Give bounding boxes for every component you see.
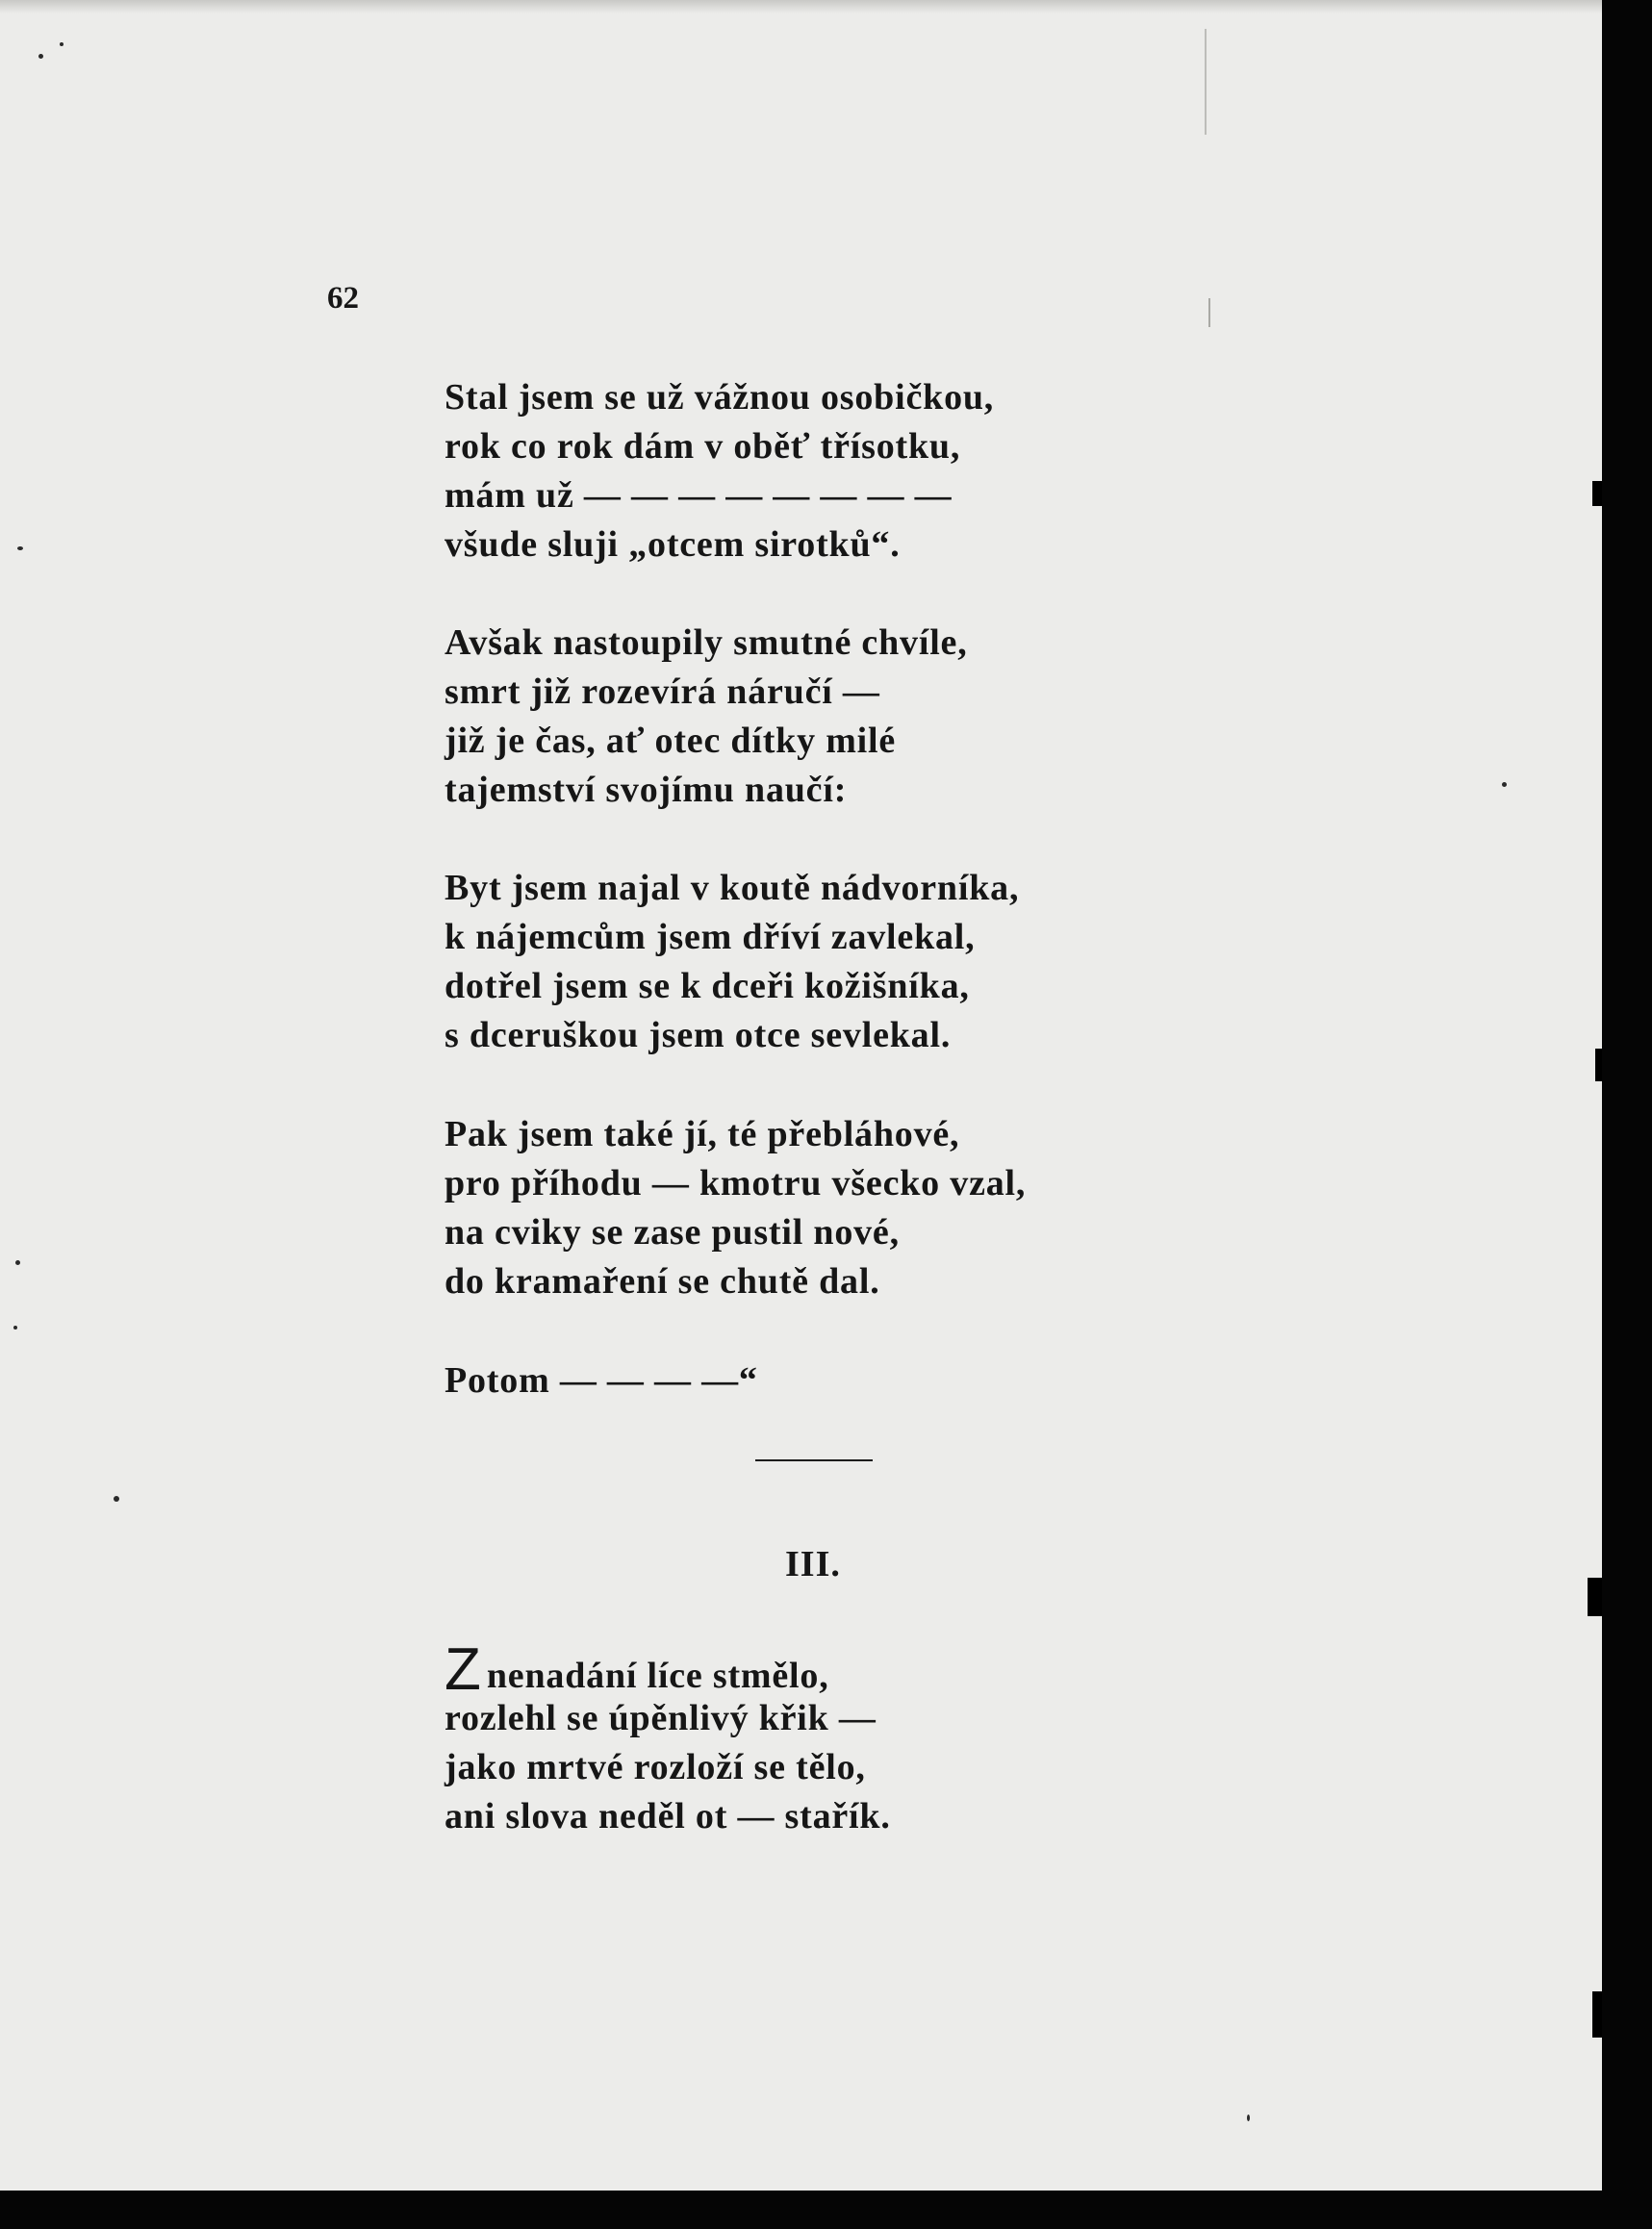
verse-line: jako mrtvé rozloží se tělo, bbox=[445, 1747, 866, 1787]
verse-line: pro příhodu — kmotru všecko vzal, bbox=[445, 1163, 1027, 1203]
verse-line: Pak jsem také jí, té přebláhové, bbox=[445, 1114, 960, 1154]
verse-line: již je čas, ať otec dítky milé bbox=[445, 721, 897, 761]
verse-line: Potom — — — —“ bbox=[445, 1360, 758, 1401]
verse-line: ani slova neděl ot — stařík. bbox=[445, 1796, 891, 1836]
verse-line: Avšak nastoupily smutné chvíle, bbox=[445, 622, 968, 663]
stanza-5 bbox=[445, 1356, 758, 1406]
verse-line: rok co rok dám v oběť třísotku, bbox=[445, 426, 961, 467]
stanza-4 bbox=[445, 1110, 1026, 1306]
page-top-shadow bbox=[0, 0, 1602, 13]
verse-line: dotřel jsem se k dceři kožišníka, bbox=[445, 966, 970, 1006]
stanza-2 bbox=[445, 619, 968, 815]
section-divider bbox=[755, 1459, 873, 1461]
scan-speck bbox=[1247, 2115, 1250, 2121]
verse-line-rest: nenadání líce stmělo, bbox=[486, 1656, 829, 1696]
verse-line: mám už — — — — — — — — bbox=[445, 475, 953, 516]
verse-line: na cviky se zase pustil nové, bbox=[445, 1212, 900, 1253]
scan-border-bottom bbox=[0, 2191, 1652, 2229]
binding-tab bbox=[1592, 1991, 1602, 2038]
scan-speck bbox=[13, 1326, 17, 1330]
binding-tab bbox=[1592, 481, 1602, 506]
scan-speck bbox=[15, 1260, 20, 1265]
page-fold-mark bbox=[1208, 298, 1210, 327]
scan-speck bbox=[60, 42, 64, 46]
verse-line: smrt již rozevírá náručí — bbox=[445, 671, 880, 712]
verse-line: všude sluji „otcem sirotků“. bbox=[445, 524, 901, 565]
verse-line: rozlehl se úpěnlivý křik — bbox=[445, 1698, 877, 1738]
page-number: 62 bbox=[327, 281, 359, 316]
stanza-1 bbox=[445, 373, 994, 570]
scan-speck bbox=[114, 1496, 119, 1502]
verse-line: s dceruškou jsem otce sevlekal. bbox=[445, 1015, 952, 1055]
scan-speck bbox=[17, 546, 23, 550]
scan-border-right bbox=[1602, 0, 1652, 2229]
verse-line: tajemství svojímu naučí: bbox=[445, 770, 848, 810]
section-heading: III. bbox=[785, 1544, 841, 1584]
scan-speck bbox=[1502, 782, 1507, 787]
verse-line: Stal jsem se už vážnou osobičkou, bbox=[445, 377, 995, 418]
verse-line: Byt jsem najal v koutě nádvorníka, bbox=[445, 868, 1020, 908]
verse-line: k nájemcům jsem dříví zavlekal, bbox=[445, 917, 976, 957]
stanza-3 bbox=[445, 864, 1019, 1060]
binding-tab bbox=[1595, 1049, 1602, 1081]
verse-line-first bbox=[445, 1636, 891, 1703]
stanza-6 bbox=[445, 1636, 891, 1841]
scan-speck bbox=[38, 54, 43, 59]
drop-cap: Z bbox=[445, 1636, 481, 1703]
binding-tab bbox=[1588, 1578, 1602, 1616]
page-fold-line bbox=[1205, 29, 1207, 135]
verse-line: do kramaření se chutě dal. bbox=[445, 1261, 880, 1302]
